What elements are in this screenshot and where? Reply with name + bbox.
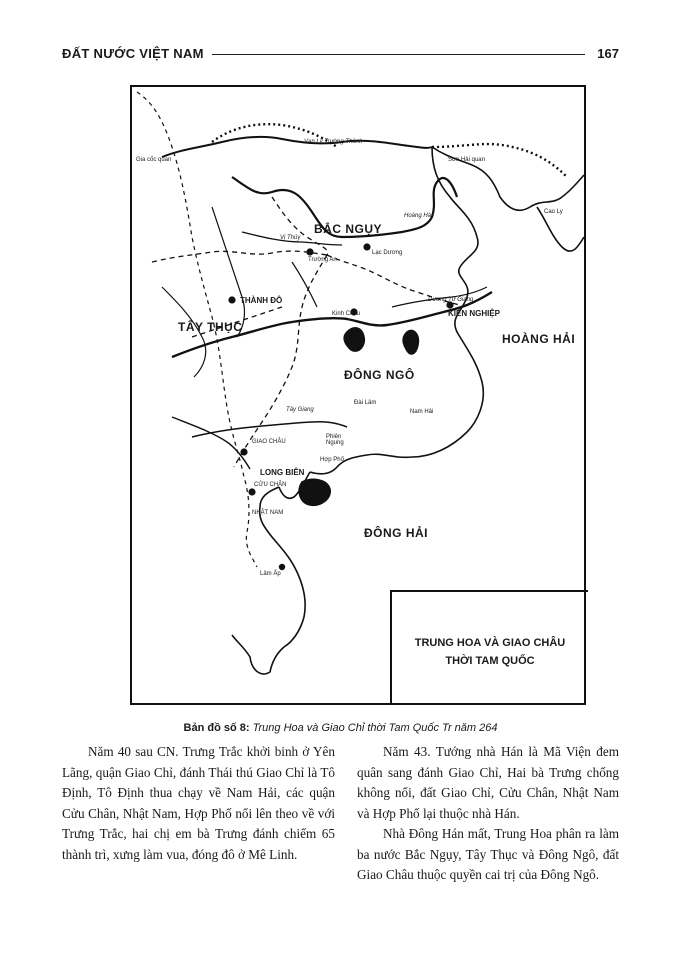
label-duong-tu-giang: Dương Tử Giang (428, 297, 474, 303)
label-gia-coc-quan: Gia cốc quan (136, 157, 172, 163)
page-number: 167 (597, 46, 619, 61)
label-vi-thuy: Vị Thủy (280, 235, 301, 241)
label-van-ly-truong-thanh: Vạn Lý Trường Thành (304, 139, 363, 145)
red-river (172, 417, 250, 469)
label-lac-duong: Lạc Dương (372, 250, 403, 256)
label-son-hai-quan: Sơn Hải quan (448, 157, 485, 163)
label-tay-thuc: TÂY THỤC (178, 320, 243, 334)
river-minor-3 (292, 262, 317, 307)
paragraph: Năm 40 sau CN. Trưng Trắc khởi binh ở Yên Lãng, quận Giao Chỉ, đánh Thái thú Giao Chỉ là Tô Định, Tô Định thua chạy về Nam Hải, các quận Cửu Chân, Nhật Nam, Hợp Phố nổi lên theo về với Trưng Trắc, hai chị em bà Trưng đánh chiếm 65 thành trì, xưng làm vua, đóng đô ở Mê Linh. (62, 744, 335, 862)
label-nam-hai: Nam Hải (410, 409, 434, 415)
label-lam-ap: Lâm Ấp (260, 571, 281, 577)
label-cao-ly: Cao Ly (544, 209, 563, 215)
hainan-island (299, 479, 330, 505)
running-title: ĐẤT NƯỚC VIỆT NAM (62, 46, 204, 61)
label-hop-pho: Hợp Phố (320, 457, 344, 463)
caption-label: Bản đồ số 8: (183, 722, 250, 734)
label-truong-an: Trường An (308, 257, 337, 263)
label-phien-ngung: Phiên Ngung (326, 434, 344, 446)
boundary-shu-wu (234, 255, 327, 467)
city-cuu-chan (249, 489, 255, 495)
label-dai-lam: Đài Lâm (354, 400, 377, 406)
lake-dongting (344, 328, 364, 351)
header-rule (212, 54, 585, 55)
label-dong-hai: ĐÔNG HẢI (364, 526, 428, 540)
label-giao-chau: GIAO CHÂU (252, 439, 286, 445)
lake-poyang (403, 330, 418, 353)
historical-map (130, 85, 586, 705)
label-kinh-chau: Kinh Châu (332, 311, 361, 317)
map-title-box (390, 590, 588, 705)
river-minor-1 (212, 207, 244, 337)
boundary-wei-shu (152, 251, 327, 262)
caption-text: Trung Hoa và Giao Chỉ thời Tam Quốc Tr năm 264 (252, 722, 498, 734)
label-cuu-chan: CỬU CHÂN (254, 482, 287, 488)
label-thanh-do: THÀNH ĐÔ (240, 296, 283, 305)
text-column-right (357, 742, 619, 886)
city-lac-duong (364, 244, 370, 250)
paragraph: Nhà Đông Hán mất, Trung Hoa phân ra làm ba nước Bắc Ngụy, Tây Thục và Đông Ngô, đất Giao Châu thuộc quyền cai trị của Đông Ngô. (357, 826, 619, 882)
running-header (62, 44, 619, 64)
city-truong-an (307, 249, 313, 255)
map-caption (0, 722, 681, 734)
city-lam-ap (280, 565, 285, 570)
paragraph: Năm 43. Tướng nhà Hán là Mã Viện đem quân sang đánh Giao Chỉ, Hai bà Trưng chống không nổi, đất Giao Chỉ, Cửu Chân, Nhật Nam và Hợp Phố lại thuộc nhà Hán. (357, 744, 619, 821)
text-column-left (62, 742, 335, 865)
label-tay-giang: Tây Giang (286, 407, 314, 413)
great-wall (162, 137, 432, 157)
label-kien-nghiep: KIẾN NGHIỆP (448, 309, 501, 318)
label-bac-nguy: BẮC NGỤY (314, 222, 383, 236)
map-title-line1: TRUNG HOA VÀ GIAO CHÂU (414, 637, 566, 649)
label-nhat-nam: NHẬT NAM (252, 510, 284, 516)
city-kien-nghiep (447, 302, 453, 308)
label-long-bien: LONG BIÊN (260, 468, 305, 477)
label-dong-ngo: ĐÔNG NGÔ (344, 368, 415, 382)
city-giao-chau (241, 449, 247, 455)
label-hoang-hai: HOÀNG HẢI (502, 332, 576, 346)
map-title-line2: THỜI TAM QUỐC (445, 655, 535, 667)
city-thanh-do (229, 297, 235, 303)
label-hoang-ha: Hoàng Hà (404, 213, 432, 219)
